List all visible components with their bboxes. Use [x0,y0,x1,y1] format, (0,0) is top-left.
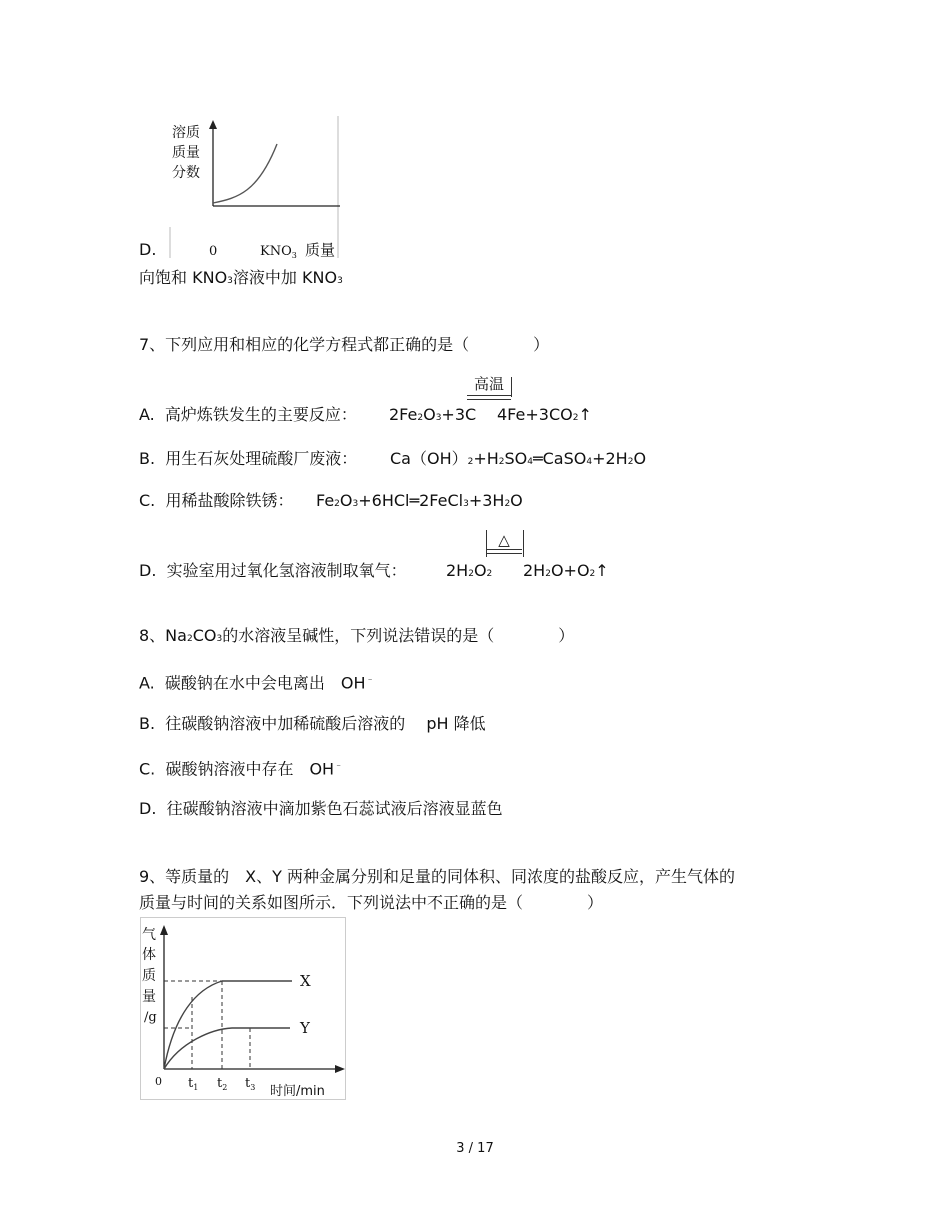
y-label-line4: 量 [142,989,156,1005]
y-label-line1: 气 [142,927,156,943]
tick-t1: $t_1$ [188,1076,199,1092]
q6-caption: 向饱和 KNO3溶液中加 KNO3 [139,268,343,287]
q7-a-equation-lhs: 2Fe2O3+3C [389,405,477,424]
origin-label: 0 [155,1075,162,1088]
q7-option-b: B. 用生石灰处理硫酸厂废液： [139,449,358,468]
x-label-text: 质量 [305,241,336,259]
series-x-label: X [300,972,311,990]
y-axis-arrow [209,120,217,129]
y-label-unit: /g [144,1010,157,1025]
q8-option-b: B. 往碳酸钠溶液中加稀硫酸后溶液的 pH 降低 [139,714,486,733]
solubility-graph [166,112,346,262]
q7-option-d: D. 实验室用过氧化氢溶液制取氧气： [139,561,407,580]
y-label-line1: 溶质 [172,125,200,141]
graph-frame [141,918,346,1100]
solubility-curve [213,144,277,203]
q8-stem: 8、Na2CO3的水溶液呈碱性，下列说法错误的是（ ） [139,626,575,645]
gas-mass-time-graph [140,917,348,1103]
series-y-label: Y [300,1019,310,1037]
q8-option-a: A. 碳酸钠在水中会电离出 OH﹣ [139,673,375,693]
q9-stem-line1: 9、等质量的 X、Y 两种金属分别和足量的同体积、同浓度的盐酸反应，产生气体的 [139,867,736,886]
y-label-line2: 体 [142,947,156,963]
x-axis-arrow [335,1065,345,1073]
q7-a-condition: 高温 [473,375,504,393]
q7-a-condition-tick [511,377,512,397]
q7-d-condition: △ [498,531,510,549]
q7-option-c: C. 用稀盐酸除铁锈： [139,491,294,510]
q7-d-condition-bar [486,549,522,554]
q7-b-equation: Ca（OH）2+H2SO4═CaSO4+2H2O [390,449,647,468]
origin-label: 0 [209,244,218,259]
q8-option-d: D. 往碳酸钠溶液中滴加紫色石蕊试液后溶液显蓝色 [139,799,503,818]
series-x-curve [164,981,292,1069]
q8-option-c: C. 碳酸钠溶液中存在 OH﹣ [139,759,344,779]
x-label-formula: $KNO_3$ [260,244,297,260]
q9-stem-line2: 质量与时间的关系如图所示．下列说法中不正确的是（ ） [139,893,604,912]
y-label-line2: 质量 [172,145,200,161]
y-label-line3: 质 [142,968,156,984]
q7-a-condition-bar [467,395,511,400]
series-y-curve [164,1028,290,1069]
q7-stem: 7、下列应用和相应的化学方程式都正确的是（ ） [139,335,550,354]
q7-c-equation: Fe2O3+6HCl═2FeCl3+3H2O [316,491,523,510]
q7-d-equation-rhs: 2H2O+O2↑ [523,561,609,580]
y-label-line3: 分数 [172,165,200,181]
q7-option-a: A. 高炉炼铁发生的主要反应： [139,405,357,424]
x-axis-label: 时间/min [270,1084,325,1099]
tick-t2: $t_2$ [217,1076,228,1092]
page-number: 3 / 17 [456,1141,494,1156]
y-axis-arrow [160,925,168,935]
q7-d-equation-lhs: 2H2O2 [446,561,493,580]
q6-option-d-label: D. [139,240,157,259]
tick-t3: $t_3$ [245,1076,256,1092]
q7-a-equation-rhs: 4Fe+3CO2↑ [497,405,592,424]
